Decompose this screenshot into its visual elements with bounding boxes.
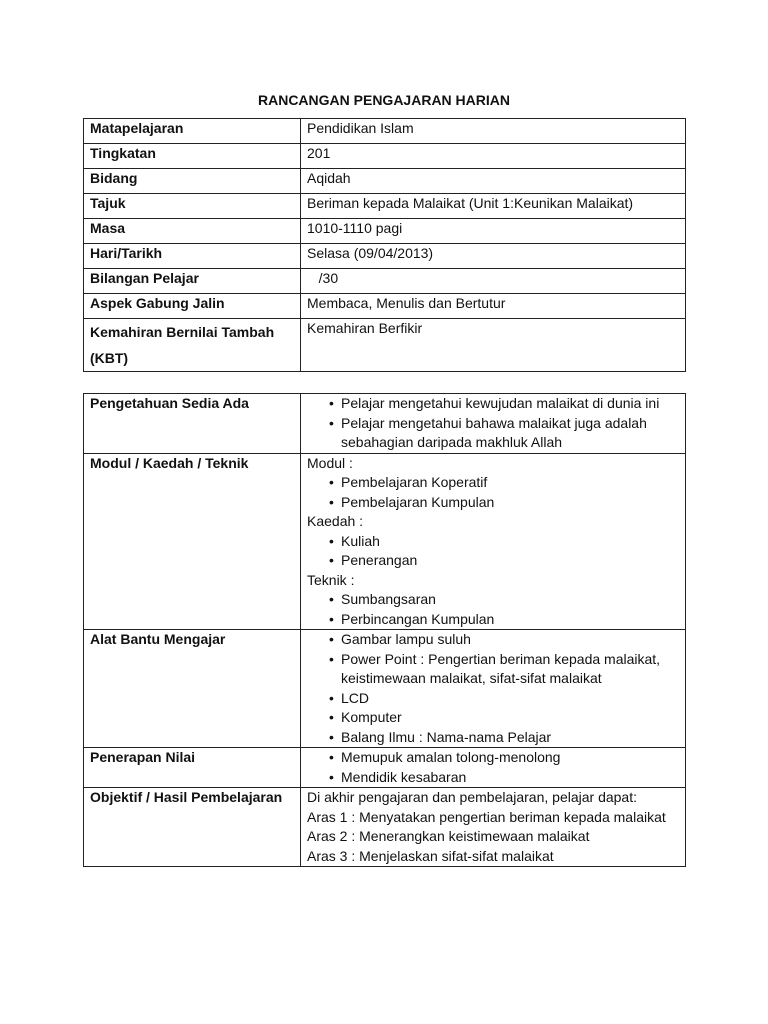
table-row [84, 219, 686, 244]
row-label: Bidang [84, 169, 301, 194]
row-label: Tingkatan [84, 144, 301, 169]
row-value: 201 [301, 144, 686, 169]
lesson-plan-table [83, 393, 686, 867]
table-row [84, 144, 686, 169]
objective-line: Di akhir pengajaran dan pembelajaran, pelajar dapat: [307, 789, 637, 805]
info-table [83, 118, 686, 372]
objective-line: Aras 3 : Menjelaskan sifat-sifat malaikat [307, 847, 554, 864]
table-row [84, 394, 686, 454]
list-item: • Komputer [341, 708, 679, 728]
row-label: Tajuk [84, 194, 301, 219]
row-label [84, 319, 301, 372]
table-row [84, 194, 686, 219]
row-value: Beriman kepada Malaikat (Unit 1:Keunikan Malaikat) [301, 194, 686, 219]
list-item: • Pelajar mengetahui kewujudan malaikat di dunia ini [341, 394, 679, 414]
table-row [84, 169, 686, 194]
table-row [84, 269, 686, 294]
table-row [84, 630, 686, 748]
table-row [84, 119, 686, 144]
list-item: • Pelajar mengetahui bahawa malaikat juga adalah sebahagian daripada makhluk Allah [341, 414, 679, 453]
objective-line: Aras 2 : Menerangkan keistimewaan malaikat [307, 828, 590, 844]
teknik-heading: Teknik : [307, 571, 355, 588]
row-label: Hari/Tarikh [84, 244, 301, 269]
row-value: 1010-1110 pagi [301, 219, 686, 244]
row-value: Pendidikan Islam [301, 119, 686, 144]
list-item: • LCD [341, 689, 679, 709]
values-cell [301, 748, 686, 788]
methods-cell [301, 453, 686, 630]
row-label: Aspek Gabung Jalin [84, 294, 301, 319]
list-item: • Pembelajaran Kumpulan [341, 493, 679, 513]
table-row [84, 319, 686, 372]
list-item: • Penerangan [341, 551, 679, 571]
list-item: • Memupuk amalan tolong-menolong [341, 748, 679, 768]
list-item: • Pembelajaran Koperatif [341, 473, 679, 493]
list-item: • Sumbangsaran [341, 590, 679, 610]
modul-heading: Modul : [307, 454, 353, 471]
list-item: • Kuliah [341, 532, 679, 552]
list-item: • Power Point : Pengertian beriman kepada malaikat, keistimewaan malaikat, sifat-sifat malaikat [341, 650, 679, 689]
row-value: /30 [301, 269, 686, 294]
row-value: Selasa (09/04/2013) [301, 244, 686, 269]
values-label: Penerapan Nilai [84, 748, 301, 788]
row-label-line: (KBT) [90, 350, 129, 366]
list-item: • Gambar lampu suluh [341, 630, 679, 650]
row-label: Bilangan Pelajar [84, 269, 301, 294]
list-item: • Mendidik kesabaran [341, 768, 679, 788]
row-value: Membaca, Menulis dan Bertutur [301, 294, 686, 319]
row-label-line: Kemahiran Bernilai Tambah [90, 324, 275, 340]
prior-knowledge-label: Pengetahuan Sedia Ada [84, 394, 301, 454]
kaedah-heading: Kaedah : [307, 513, 364, 529]
table-row [84, 244, 686, 269]
row-label: Masa [84, 219, 301, 244]
row-value: Aqidah [301, 169, 686, 194]
document-title: RANCANGAN PENGAJARAN HARIAN [257, 92, 510, 108]
row-label: Matapelajaran [84, 119, 301, 144]
objectives-label: Objektif / Hasil Pembelajaran [84, 788, 301, 867]
teaching-aids-label: Alat Bantu Mengajar [84, 630, 301, 748]
methods-label: Modul / Kaedah / Teknik [84, 453, 301, 630]
table-row [84, 748, 686, 788]
prior-knowledge-cell [301, 394, 686, 454]
list-item: • Perbincangan Kumpulan [341, 610, 679, 630]
row-value: Kemahiran Berfikir [301, 319, 686, 372]
objective-line: Aras 1 : Menyatakan pengertian beriman kepada malaikat [307, 808, 666, 825]
objectives-cell [301, 788, 686, 867]
list-item: • Balang Ilmu : Nama-nama Pelajar [341, 728, 679, 748]
table-row [84, 294, 686, 319]
table-row [84, 788, 686, 867]
teaching-aids-cell [301, 630, 686, 748]
table-row [84, 453, 686, 630]
